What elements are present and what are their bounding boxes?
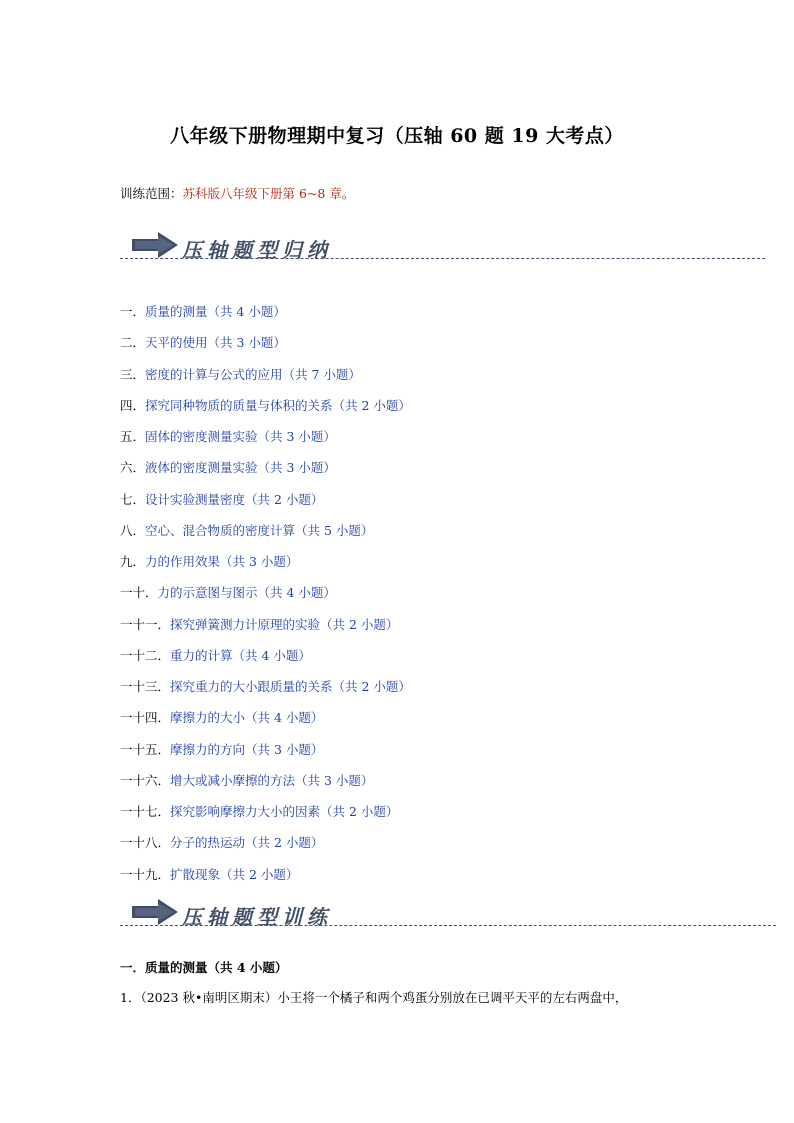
list-item[interactable] <box>120 365 411 396</box>
item-count: （共 4 小题） <box>245 710 324 726</box>
item-number: 三． <box>120 366 146 382</box>
banner-title: 压轴题型归纳 <box>182 238 332 262</box>
list-item[interactable] <box>120 333 411 364</box>
item-topic: 摩擦力的方向 <box>170 741 246 757</box>
item-count: （共 3 小题） <box>220 554 299 569</box>
scope-label: 训练范围： <box>120 186 183 201</box>
item-number: 八． <box>120 522 146 538</box>
item-topic: 探究影响摩擦力大小的因素 <box>170 804 321 819</box>
item-topic: 分子的热运动 <box>170 835 246 851</box>
training-scope <box>120 184 354 202</box>
item-topic: 探究同种物质的质量与体积的关系 <box>145 397 333 413</box>
item-number: 一十五． <box>120 741 171 757</box>
list-item[interactable] <box>120 708 411 739</box>
item-number: 七． <box>120 491 146 507</box>
item-topic: 空心、混合物质的密度计算 <box>145 522 296 538</box>
item-count: （共 2 小题） <box>332 397 411 413</box>
item-count: （共 4 小题） <box>207 304 286 319</box>
item-topic: 液体的密度测量实验 <box>145 460 258 476</box>
item-number: 一十六． <box>120 772 171 788</box>
item-topic: 摩擦力的大小 <box>170 710 246 726</box>
item-number: 五． <box>120 429 146 444</box>
section-banner-summary <box>120 232 765 262</box>
page-title: 八年级下册物理期中复习（压轴 60 题 19 大考点） <box>170 125 624 147</box>
item-count: （共 7 小题） <box>282 366 361 382</box>
item-count: （共 3 小题） <box>257 460 336 476</box>
item-number: 一十八． <box>120 835 171 851</box>
item-topic: 天平的使用 <box>145 335 208 351</box>
list-item[interactable] <box>120 427 411 458</box>
item-number: 二． <box>120 335 146 351</box>
list-item[interactable] <box>120 396 411 427</box>
item-topic: 增大或减小摩擦的方法 <box>170 772 296 788</box>
list-item[interactable] <box>120 615 411 646</box>
list-item[interactable] <box>120 802 411 833</box>
item-topic: 力的作用效果 <box>145 554 221 569</box>
list-item[interactable] <box>120 458 411 489</box>
list-item[interactable] <box>120 583 411 614</box>
list-item[interactable] <box>120 833 411 864</box>
banner-title: 压轴题型训练 <box>182 905 332 929</box>
item-number: 一十． <box>120 585 158 601</box>
item-count: （共 3 小题） <box>295 772 374 788</box>
item-count: （共 2 小题） <box>320 616 399 632</box>
scope-end: 。 <box>341 186 355 201</box>
scope-value: 苏科版八年级下册第 6~8 章 <box>182 186 342 201</box>
item-number: 一十三． <box>120 679 171 694</box>
item-count: （共 4 小题） <box>232 647 311 663</box>
item-number: 一十九． <box>120 866 171 882</box>
list-item[interactable] <box>120 552 411 583</box>
item-count: （共 2 小题） <box>332 679 411 694</box>
topic-list <box>120 302 411 896</box>
item-count: （共 3 小题） <box>257 429 336 444</box>
dashed-divider <box>120 925 776 926</box>
list-item[interactable] <box>120 677 411 708</box>
item-number: 九． <box>120 554 146 569</box>
item-topic: 设计实验测量密度 <box>145 491 246 507</box>
item-count: （共 2 小题） <box>220 866 299 882</box>
section-banner-training <box>120 899 776 929</box>
item-number: 一十四． <box>120 710 171 726</box>
item-topic: 质量的测量 <box>145 304 208 319</box>
item-count: （共 2 小题） <box>320 804 399 819</box>
item-count: （共 2 小题） <box>245 491 324 507</box>
section-heading: 一．质量的测量（共 4 小题） <box>120 960 288 975</box>
item-topic: 固体的密度测量实验 <box>145 429 258 444</box>
dashed-divider <box>120 258 765 259</box>
item-number: 一十七． <box>120 804 171 819</box>
item-number: 一． <box>120 304 146 319</box>
question-text: 1．（2023 秋•南明区期末）小王将一个橘子和两个鸡蛋分别放在已调平天平的左右两盘中， <box>120 990 628 1005</box>
list-item[interactable] <box>120 740 411 771</box>
item-topic: 探究重力的大小跟质量的关系 <box>170 679 333 694</box>
list-item[interactable] <box>120 865 411 896</box>
list-item[interactable] <box>120 521 411 552</box>
arrow-right-icon <box>132 899 178 925</box>
list-item[interactable] <box>120 771 411 802</box>
item-topic: 扩散现象 <box>170 866 221 882</box>
item-topic: 重力的计算 <box>170 647 233 663</box>
item-count: （共 2 小题） <box>245 835 324 851</box>
item-count: （共 3 小题） <box>245 741 324 757</box>
list-item[interactable] <box>120 302 411 333</box>
item-count: （共 3 小题） <box>207 335 286 351</box>
item-number: 六． <box>120 460 146 476</box>
item-count: （共 5 小题） <box>295 522 374 538</box>
list-item[interactable] <box>120 646 411 677</box>
item-count: （共 4 小题） <box>257 585 336 601</box>
item-number: 四． <box>120 397 146 413</box>
item-topic: 密度的计算与公式的应用 <box>145 366 283 382</box>
arrow-right-icon <box>132 232 178 258</box>
item-number: 一十一． <box>120 616 171 632</box>
item-topic: 力的示意图与图示 <box>157 585 258 601</box>
item-topic: 探究弹簧测力计原理的实验 <box>170 616 321 632</box>
item-number: 一十二． <box>120 647 171 663</box>
list-item[interactable] <box>120 490 411 521</box>
